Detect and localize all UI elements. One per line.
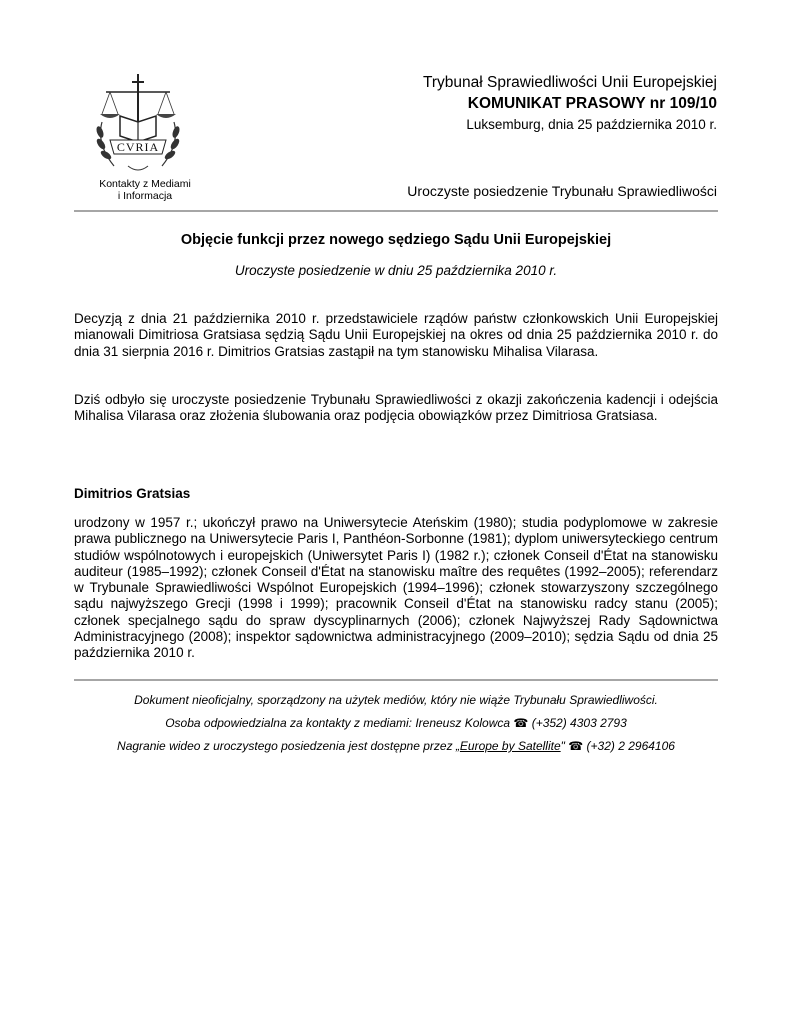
document-subtitle: Uroczyste posiedzenie w dniu 25 października 2010 r. bbox=[234, 263, 558, 278]
video-text: Nagranie wideo z uroczystego posiedzenia jest dostępne przez „ bbox=[117, 739, 460, 753]
footer-disclaimer: Dokument nieoficjalny, sporządzony na użytek mediów, który nie wiąże Trybunału Sprawiedliwości. bbox=[134, 693, 658, 707]
video-close-quote: " bbox=[560, 739, 565, 753]
paragraph-2: Dziś odbyło się uroczyste posiedzenie Trybunału Sprawiedliwości z okazji zakończenia kadencji i odejścia Mihalisa Vilarasa oraz złożenia ślubowania oraz podjęcia obowiązków przez Dimitriosa Gratsiasa. bbox=[74, 392, 718, 424]
contacts-label-line1: Kontakty z Mediami bbox=[99, 178, 191, 190]
bio-name: Dimitrios Gratsias bbox=[74, 486, 191, 501]
header-subject: Uroczyste posiedzenie Trybunału Sprawiedliwości bbox=[407, 183, 717, 199]
logo-text: CVRIA bbox=[116, 140, 160, 154]
institution-name: Trybunał Sprawiedliwości Unii Europejskiej bbox=[422, 74, 717, 91]
header-divider bbox=[74, 210, 718, 212]
footer-contact bbox=[74, 716, 718, 730]
place-date: Luksemburg, dnia 25 października 2010 r. bbox=[466, 117, 717, 132]
paragraph-1: Decyzją z dnia 21 października 2010 r. przedstawiciele rządów państw członkowskich Unii Europejskiej mianowali Dimitriosa Gratsiasa sędzią Sądu Unii Europejskiej na okres od dnia 25 października 2010 r. do dnia 31 sierpnia 2016 r. Dimitrios Gratsias zastąpił na tym stanowisku Mihalisa Vilarasa. bbox=[74, 311, 718, 359]
bio-text: urodzony w 1957 r.; ukończył prawo na Uniwersytecie Ateńskim (1980); studia podyplomowe w zakresie prawa publicznego na Uniwersytecie Paris I, Panthéon-Sorbonne (1981); dyplom uniwersyteckiego centrum studiów wspólnotowych i europejskich (Uniwersytet Paris I) (1982 r.); członek Conseil d'État na stanowisku auditeur (1985–1992); członek Conseil d'État na stanowisku maître des requêtes (1992–2005); referendarz w Trybunale Sprawiedliwości Wspólnot Europejskich (1994–1996); członek stowarzyszony szczególnego sądu najwyższego Grecji (1998 i 1999); pracownik Conseil d'État na stanowisku radcy stanu (2005); członek specjalnego sądu do spraw dyscyplinarnych (2006); członek Najwyższej Rady Sądownictwa Administracyjnego (2008); inspektor sądownictwa administracyjnego (2009–2010); sędzia Sądu od dnia 25 października 2010 r. bbox=[74, 515, 718, 661]
phone-icon: ☎ bbox=[513, 716, 529, 730]
footer-divider bbox=[74, 679, 718, 681]
contacts-label bbox=[76, 178, 214, 202]
footer-video bbox=[74, 739, 718, 753]
video-phone: (+32) 2 2964106 bbox=[586, 739, 675, 753]
phone-icon: ☎ bbox=[568, 739, 584, 753]
europe-by-satellite-link[interactable]: Europe by Satellite bbox=[459, 739, 561, 753]
press-release-number: KOMUNIKAT PRASOWY nr 109/10 bbox=[467, 95, 717, 112]
contact-text: Osoba odpowiedzialna za kontakty z mediami: Ireneusz Kolowca bbox=[165, 716, 511, 730]
contact-phone: (+352) 4303 2793 bbox=[531, 716, 627, 730]
document-title: Objęcie funkcji przez nowego sędziego Sądu Unii Europejskiej bbox=[180, 232, 612, 248]
contacts-label-line2: i Informacja bbox=[117, 190, 173, 202]
cvria-logo bbox=[88, 70, 188, 178]
